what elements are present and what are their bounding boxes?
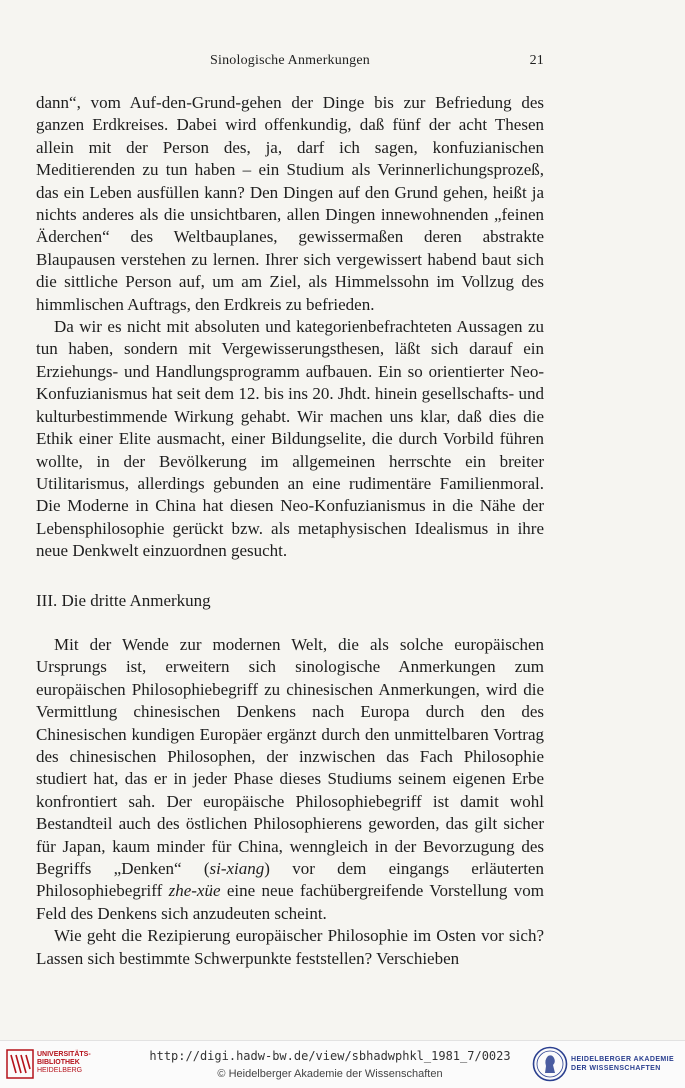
- university-library-name[interactable]: [37, 1051, 91, 1075]
- term-zhe-xue: zhe-xüe: [168, 881, 221, 901]
- academy-line-1: HEIDELBERGER AKADEMIE: [571, 1056, 675, 1063]
- paragraph-3: [36, 634, 544, 925]
- paragraph-2: Da wir es nicht mit absoluten und kategorienbefrachteten Aussagen zu tun haben, sondern mit Vergewisserungsthesen, läßt sich darauf ein Erziehungs- und Handlungsprogramm aufbauen. Ein so orientierter Neo-Konfuzianismus hat seit dem 12. bis ins 20. Jhdt. hinein gesellschafts- und kulturbestimmende Wirkung gehabt. Wir machen uns klar, daß dies die Ethik einer Elite ausmacht, einer Bildungselite, die durch Vorbild führen wollte, in der Bevölkerung im allgemeinen herrschte ein breiter Utilitarismus, allerdings gebunden an eine rudimentäre Familienmoral. Die Moderne in China hat diesen Neo-Konfuzianismus in die Nähe der Lebensphilosophie gerückt bzw. als metaphysischen Idealismus in ihre neue Denkwelt einzuordnen gesucht.: [36, 317, 544, 561]
- paragraph-1: dann“, vom Auf-den-Grund-gehen der Dinge bis zur Befriedung des ganzen Erdkreises. Dabei wird offenkundig, daß fünf der acht Thesen allein mit der Person des, ja, darf ich sagen, konfuzianischen Meditierenden zu tun haben – ein Studium als Verinnerlichungsprozeß, das ein Leben ausfüllen kann? Den Dingen auf den Grund gehen, heißt ja nichts anderes als die unsichtbaren, allen Dingen innewohnenden „feinen Äderchen“ des Weltbauplanes, gewissermaßen deren abstrakte Blaupausen verstehen zu lernen. Ihrer sich vergewissert habend baut sich die sittliche Person auf, um am Ziel, als Himmelssohn im Vollzug des himmlischen Auftrags, den Erdkreis zu befrieden.: [36, 93, 544, 314]
- library-line-1: UNIVERSITÄTS-: [37, 1051, 91, 1058]
- library-line-3: HEIDELBERG: [37, 1067, 83, 1074]
- paragraph-3-part-a: Mit der Wende zur modernen Welt, die als solche europäischen Ursprungs ist, erweitern sich sinologische Anmerkungen zum europäischen Philosophiebegriff zu chinesischen Anmerkungen, wird die Vermittlung chinesischen Denkens nach Europa durch den des Chinesischen kundigen Europäer ergänzt durch den unmittelbaren Vortrag des chinesischen Philosophen, der inzwischen das Fach Philosophie studiert hat, das er in jeder Phase dieses Studiums seinem eigenen Erbe konfrontiert sah. Der europäische Philosophiebegriff ist damit wohl Bestandteil auch des östlichen Philosophierens geworden, das gilt sicher für Japan, kaum minder für China, wenngleich in der Bevorzugung des Begriffs „Denken“ (: [36, 634, 544, 878]
- academy-name[interactable]: [571, 1055, 674, 1073]
- running-title: Sinologische Anmerkungen: [210, 53, 370, 68]
- viewer-footer: [0, 1040, 685, 1088]
- copyright-notice: © Heidelberger Akademie der Wissenschaften: [217, 1068, 443, 1080]
- section-heading: III. Die dritte Anmerkung: [36, 590, 211, 610]
- paragraph-3-part-c: eine neue fachübergreifende Vorstellung vom Feld des Denkens sich anzudeuten scheint.: [36, 881, 545, 923]
- running-head: [36, 53, 544, 73]
- page-number: 21: [529, 53, 544, 68]
- paragraph-3-part-b: ) vor dem eingangs erläuterten Philosophiebegriff: [36, 859, 544, 901]
- body-text: [36, 92, 544, 970]
- permalink-url[interactable]: http://digi.hadw-bw.de/view/sbhadwphkl_1981_7/0023: [149, 1049, 511, 1063]
- academy-seal-icon[interactable]: [532, 1046, 568, 1082]
- university-library-logo-icon[interactable]: [6, 1049, 34, 1079]
- library-line-2: BIBLIOTHEK: [37, 1059, 80, 1066]
- term-si-xiang: si-xiang: [209, 859, 265, 878]
- paragraph-4: Wie geht die Rezipierung europäischer Philosophie im Osten vor sich? Lassen sich bestimmte Schwerpunkte feststellen? Verschieben: [36, 926, 544, 968]
- academy-line-2: DER WISSENSCHAFTEN: [571, 1065, 661, 1072]
